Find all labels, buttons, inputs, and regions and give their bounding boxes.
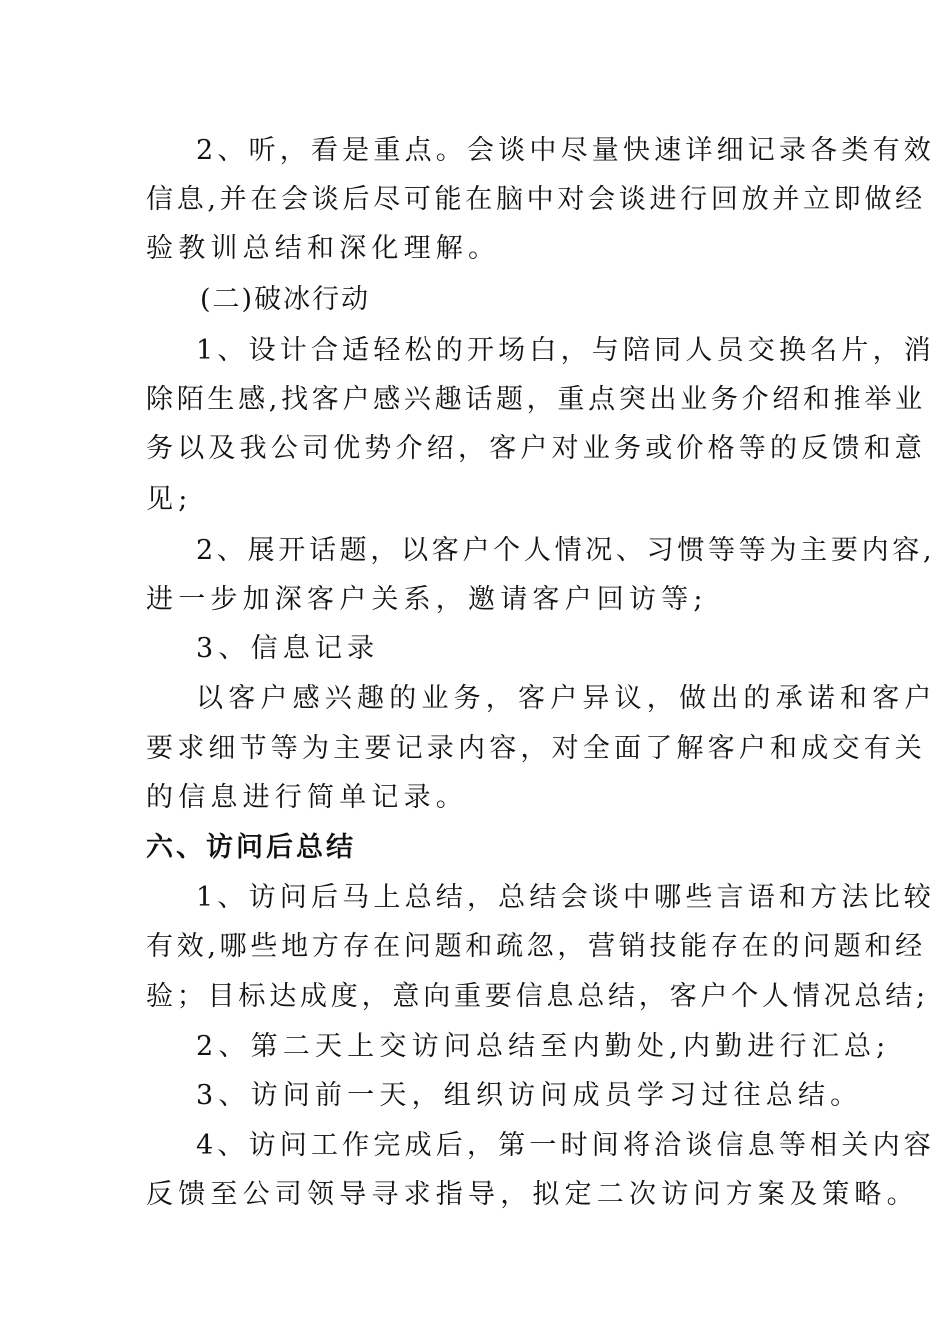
paragraph-line: 见; xyxy=(146,484,193,515)
paragraph-line: 有效,哪些地方存在问题和疏忽，营销技能存在的问题和经 xyxy=(146,931,926,962)
paragraph-line: 以客户感兴趣的业务，客户异议，做出的承诺和客户 xyxy=(196,683,937,714)
paragraph-line: 3、访问前一天，组织访问成员学习过往总结。 xyxy=(196,1080,863,1111)
paragraph-line: 1、访问后马上总结，总结会谈中哪些言语和方法比较 xyxy=(196,882,935,913)
paragraph-line: 要求细节等为主要记录内容，对全面了解客户和成交有关 xyxy=(146,733,926,764)
paragraph-line: 2、展开话题，以客户个人情况、习惯等等为主要内容, xyxy=(196,535,936,566)
paragraph-line: 验；目标达成度，意向重要信息总结，客户个人情况总结; xyxy=(146,981,929,1012)
paragraph-line: 除陌生感,找客户感兴趣话题，重点突出业务介绍和推举业 xyxy=(146,384,926,415)
paragraph-line: 进一步加深客户关系，邀请客户回访等; xyxy=(146,584,708,615)
paragraph-line: 务以及我公司优势介绍，客户对业务或价格等的反馈和意 xyxy=(146,433,926,464)
paragraph-line: 3、信息记录 xyxy=(196,633,380,664)
paragraph-line: 信息,并在会谈后尽可能在脑中对会谈进行回放并立即做经 xyxy=(146,184,926,215)
paragraph-line: 1、设计合适轻松的开场白，与陪同人员交换名片，消 xyxy=(196,335,935,366)
paragraph-line: 的信息进行简单记录。 xyxy=(146,782,468,813)
section-heading: 六、访问后总结 xyxy=(146,832,356,863)
paragraph-line: 验教训总结和深化理解。 xyxy=(146,233,501,264)
paragraph-line: 反馈至公司领导寻求指导，拟定二次访问方案及策略。 xyxy=(146,1179,919,1210)
subsection-heading: (二)破冰行动 xyxy=(200,284,371,315)
paragraph-line: 2、听，看是重点。会谈中尽量快速详细记录各类有效 xyxy=(196,135,935,166)
paragraph-line: 2、第二天上交访问总结至内勤处,内勤进行汇总; xyxy=(196,1031,891,1062)
paragraph-line: 4、访问工作完成后，第一时间将洽谈信息等相关内容 xyxy=(196,1130,935,1161)
